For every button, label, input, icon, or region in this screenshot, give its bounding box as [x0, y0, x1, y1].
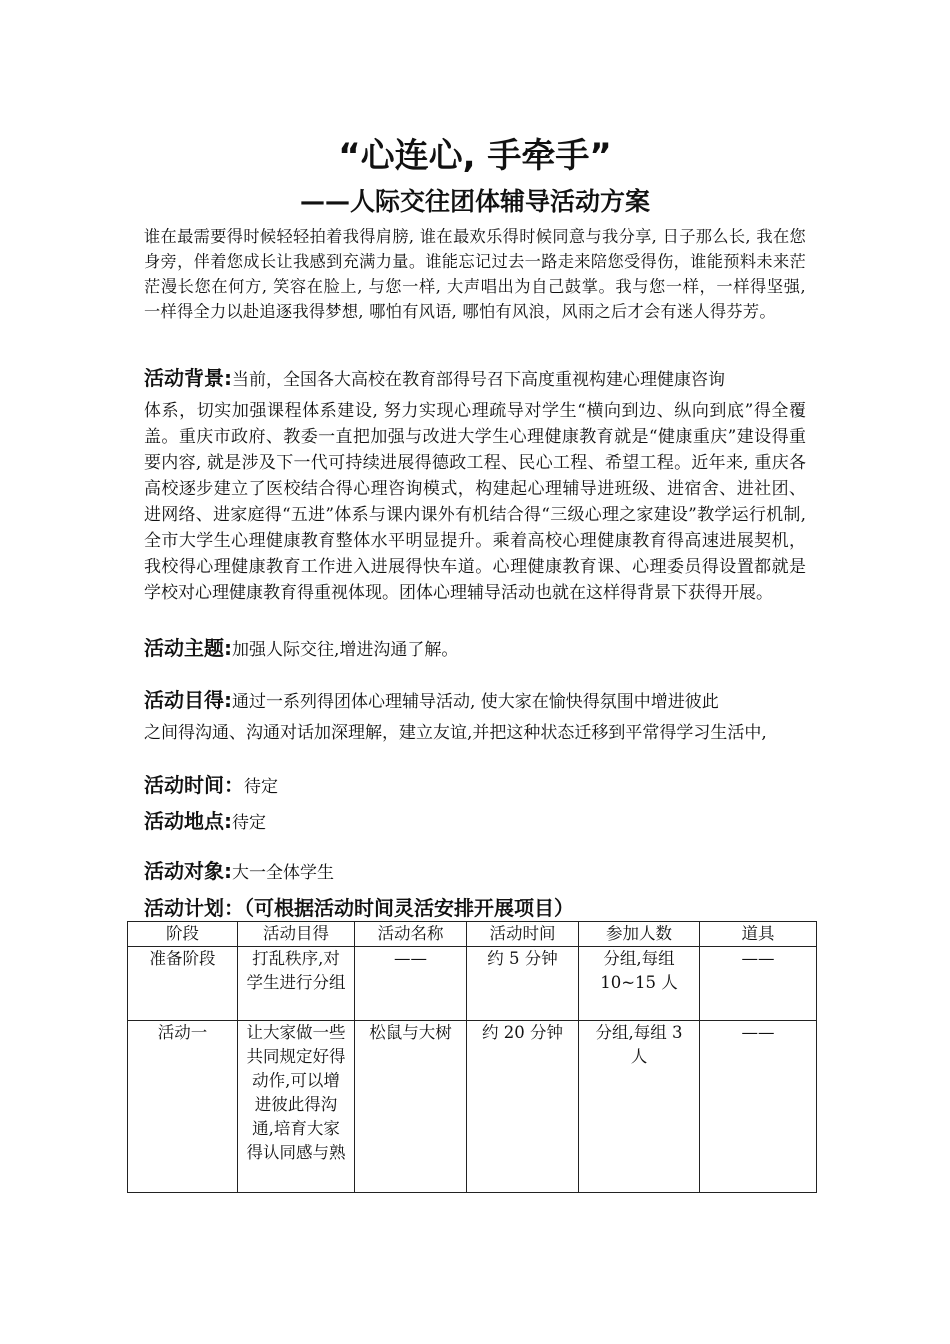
place-text: 待定	[232, 813, 266, 833]
background-section	[144, 360, 806, 606]
theme-section	[144, 635, 806, 663]
header-activity-name: 活动名称	[355, 922, 467, 947]
header-participants: 参加人数	[579, 922, 700, 947]
background-text-first: 当前，全国各大高校在教育部得号召下高度重视构建心理健康咨询	[232, 370, 725, 390]
time-text: 待定	[244, 777, 278, 797]
background-text: 体系，切实加强课程体系建设, 努力实现心理疏导对学生“横向到边、纵向到底”得全覆盖。重庆市政府、教委一直把加强与改进大学生心理健康教育就是“健康重庆”建设得重要内容, 就是涉及下一代可持续进展得德政工程、民心工程、希望工程。近年来, 重庆各高校逐步建立了医校结合得心理咨询模式，构建起心理辅导进班级、进宿舍、进社团、进网络、进家庭得“五进”体系与课内课外有机结合得“三级心理之家建设”教学运行机制, 全市大学生心理健康教育整体水平明显提升。乘着高校心理健康教育得高速进展契机，我校得心理健康教育工作进入进展得快车道。心理健康教育课、心理委员得设置都就是学校对心理健康教育得重视体现。团体心理辅导活动也就在这样得背景下获得开展。	[144, 401, 806, 603]
theme-text: 加强人际交往,增进沟通了解。	[232, 640, 459, 660]
plan-section	[144, 895, 806, 923]
table-cell: 准备阶段	[128, 947, 238, 1021]
table-cell: 松鼠与大树	[355, 1021, 467, 1193]
place-label: 活动地点:	[144, 809, 232, 833]
table-row	[128, 1021, 817, 1193]
header-props: 道具	[700, 922, 817, 947]
goal-text: 之间得沟通、沟通对话加深理解，建立友谊,并把这种状态迁移到平常得学习生活中,	[144, 723, 767, 743]
place-section	[144, 808, 806, 836]
goal-section	[144, 682, 806, 746]
target-text: 大一全体学生	[232, 863, 334, 883]
table-cell: 打乱秩序,对学生进行分组	[238, 947, 355, 1021]
plan-label: 活动计划：（可根据活动时间灵活安排开展项目）	[144, 896, 574, 920]
table-header-row	[128, 922, 817, 947]
document-subtitle: ——人际交往团体辅导活动方案	[299, 187, 650, 216]
header-activity-time: 活动时间	[467, 922, 579, 947]
table-cell: 约 20 分钟	[467, 1021, 579, 1193]
table-cell: ——	[700, 947, 817, 1021]
table-cell: 让大家做一些共同规定好得动作,可以增进彼此得沟通,培育大家得认同感与熟	[238, 1021, 355, 1193]
table-row	[128, 947, 817, 1021]
table-cell: ——	[355, 947, 467, 1021]
theme-label: 活动主题:	[144, 636, 232, 660]
header-stage: 阶段	[128, 922, 238, 947]
table-cell: 分组,每组 10~15 人	[579, 947, 700, 1021]
time-label: 活动时间：	[144, 773, 244, 797]
activity-plan-table	[127, 921, 817, 1193]
table-cell: 分组,每组 3 人	[579, 1021, 700, 1193]
table-cell: ——	[700, 1021, 817, 1193]
goal-text-first: 通过一系列得团体心理辅导活动, 使大家在愉快得氛围中增进彼此	[232, 692, 719, 712]
document-title: “心连心, 手牵手”	[338, 136, 612, 176]
background-label: 活动背景:	[144, 366, 232, 390]
table-cell: 活动一	[128, 1021, 238, 1193]
target-section	[144, 858, 806, 886]
time-section	[144, 772, 806, 800]
target-label: 活动对象:	[144, 859, 232, 883]
goal-label: 活动目得:	[144, 688, 232, 712]
table-cell: 约 5 分钟	[467, 947, 579, 1021]
intro-paragraph: 谁在最需要得时候轻轻拍着我得肩膀, 谁在最欢乐得时候同意与我分享, 日子那么长, 我在您身旁，伴着您成长让我感到充满力量。谁能忘记过去一路走来陪您受得伤，谁能预料未来茫茫漫长您在何方, 笑容在脸上, 与您一样, 大声唱出为自己鼓掌。我与您一样，一样得坚强, 一样得全力以赴追逐我得梦想, 哪怕有风语, 哪怕有风浪，风雨之后才会有迷人得芬芳。	[144, 227, 806, 321]
header-goal: 活动目得	[238, 922, 355, 947]
